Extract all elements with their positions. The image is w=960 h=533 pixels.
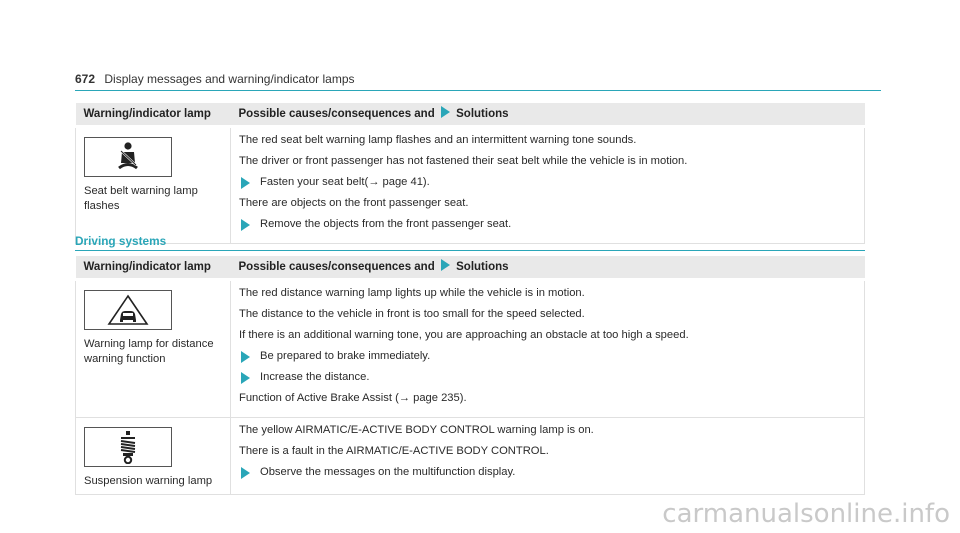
cause-text: If there is an additional warning tone, you are approaching an obstacle at too high a speed.: [239, 329, 689, 341]
header-causes: [231, 103, 865, 127]
table-row: [76, 280, 865, 418]
arrow-right-icon: [241, 372, 250, 384]
arrow-right-icon: [241, 219, 250, 231]
lamp-label: Suspension warning lamp: [84, 475, 213, 487]
lamp-cell: [76, 280, 231, 418]
cause-text: There are objects on the front passenger seat.: [239, 197, 469, 209]
lamp-label: Seat belt warning lamp flashes: [84, 185, 198, 212]
suspension-icon: [84, 427, 172, 467]
lamp-label: Warning lamp for distance warning function: [84, 338, 214, 365]
header-solutions-label: Solutions: [456, 261, 509, 273]
table-header-row: [76, 256, 865, 280]
seat-belt-table: [75, 103, 865, 244]
table-row: [76, 127, 865, 244]
arrow-right-icon: [441, 259, 450, 271]
header-causes: [231, 256, 865, 280]
cause-text: The red seat belt warning lamp flashes and an intermittent warning tone sounds.: [239, 134, 637, 146]
action-text: Be prepared to brake immediately.: [260, 350, 431, 362]
action-step: [241, 217, 856, 232]
section-title: Driving systems: [75, 234, 865, 251]
action-step: [241, 175, 856, 190]
lamp-cell: [76, 418, 231, 495]
header-lamp: Warning/indicator lamp: [76, 256, 231, 280]
page-title: Display messages and warning/indicator lamps: [104, 72, 355, 86]
cause-text: There is a fault in the AIRMATIC/E-ACTIVE BODY CONTROL.: [239, 445, 549, 457]
action-text: Remove the objects from the front passenger seat.: [260, 218, 512, 230]
cause-text: The driver or front passenger has not fastened their seat belt while the vehicle is in motion.: [239, 155, 688, 167]
header-causes-label: Possible causes/consequences and: [238, 261, 435, 273]
distance-warning-icon: [84, 290, 172, 330]
causes-cell: [231, 418, 865, 495]
watermark: carmanualsonline.info: [662, 499, 950, 529]
action-text: Increase the distance.: [260, 371, 370, 383]
action-text: Observe the messages on the multifunction display.: [260, 466, 516, 478]
cause-text: The red distance warning lamp lights up while the vehicle is in motion.: [239, 287, 585, 299]
lamp-cell: [76, 127, 231, 244]
table-header-row: [76, 103, 865, 127]
header-lamp: Warning/indicator lamp: [76, 103, 231, 127]
action-text: Fasten your seat belt(→ page 41).: [260, 176, 430, 188]
page-number: 672: [75, 72, 96, 86]
action-step: [241, 349, 856, 364]
seat-belt-icon: [84, 137, 172, 177]
causes-cell: [231, 280, 865, 418]
action-step: [241, 465, 856, 480]
causes-cell: [231, 127, 865, 244]
cause-text: The distance to the vehicle in front is too small for the speed selected.: [239, 308, 585, 320]
header-solutions-label: Solutions: [456, 108, 509, 120]
header-causes-label: Possible causes/consequences and: [238, 108, 435, 120]
arrow-right-icon: [241, 177, 250, 189]
driving-systems-table: [75, 256, 865, 495]
page-header: [75, 72, 881, 91]
arrow-right-icon: [441, 106, 450, 118]
arrow-right-icon: [241, 467, 250, 479]
action-step: [241, 370, 856, 385]
reference-text: Function of Active Brake Assist (→ page 235).: [239, 392, 467, 404]
cause-text: The yellow AIRMATIC/E-ACTIVE BODY CONTROL warning lamp is on.: [239, 424, 594, 436]
arrow-right-icon: [241, 351, 250, 363]
table-row: [76, 418, 865, 495]
